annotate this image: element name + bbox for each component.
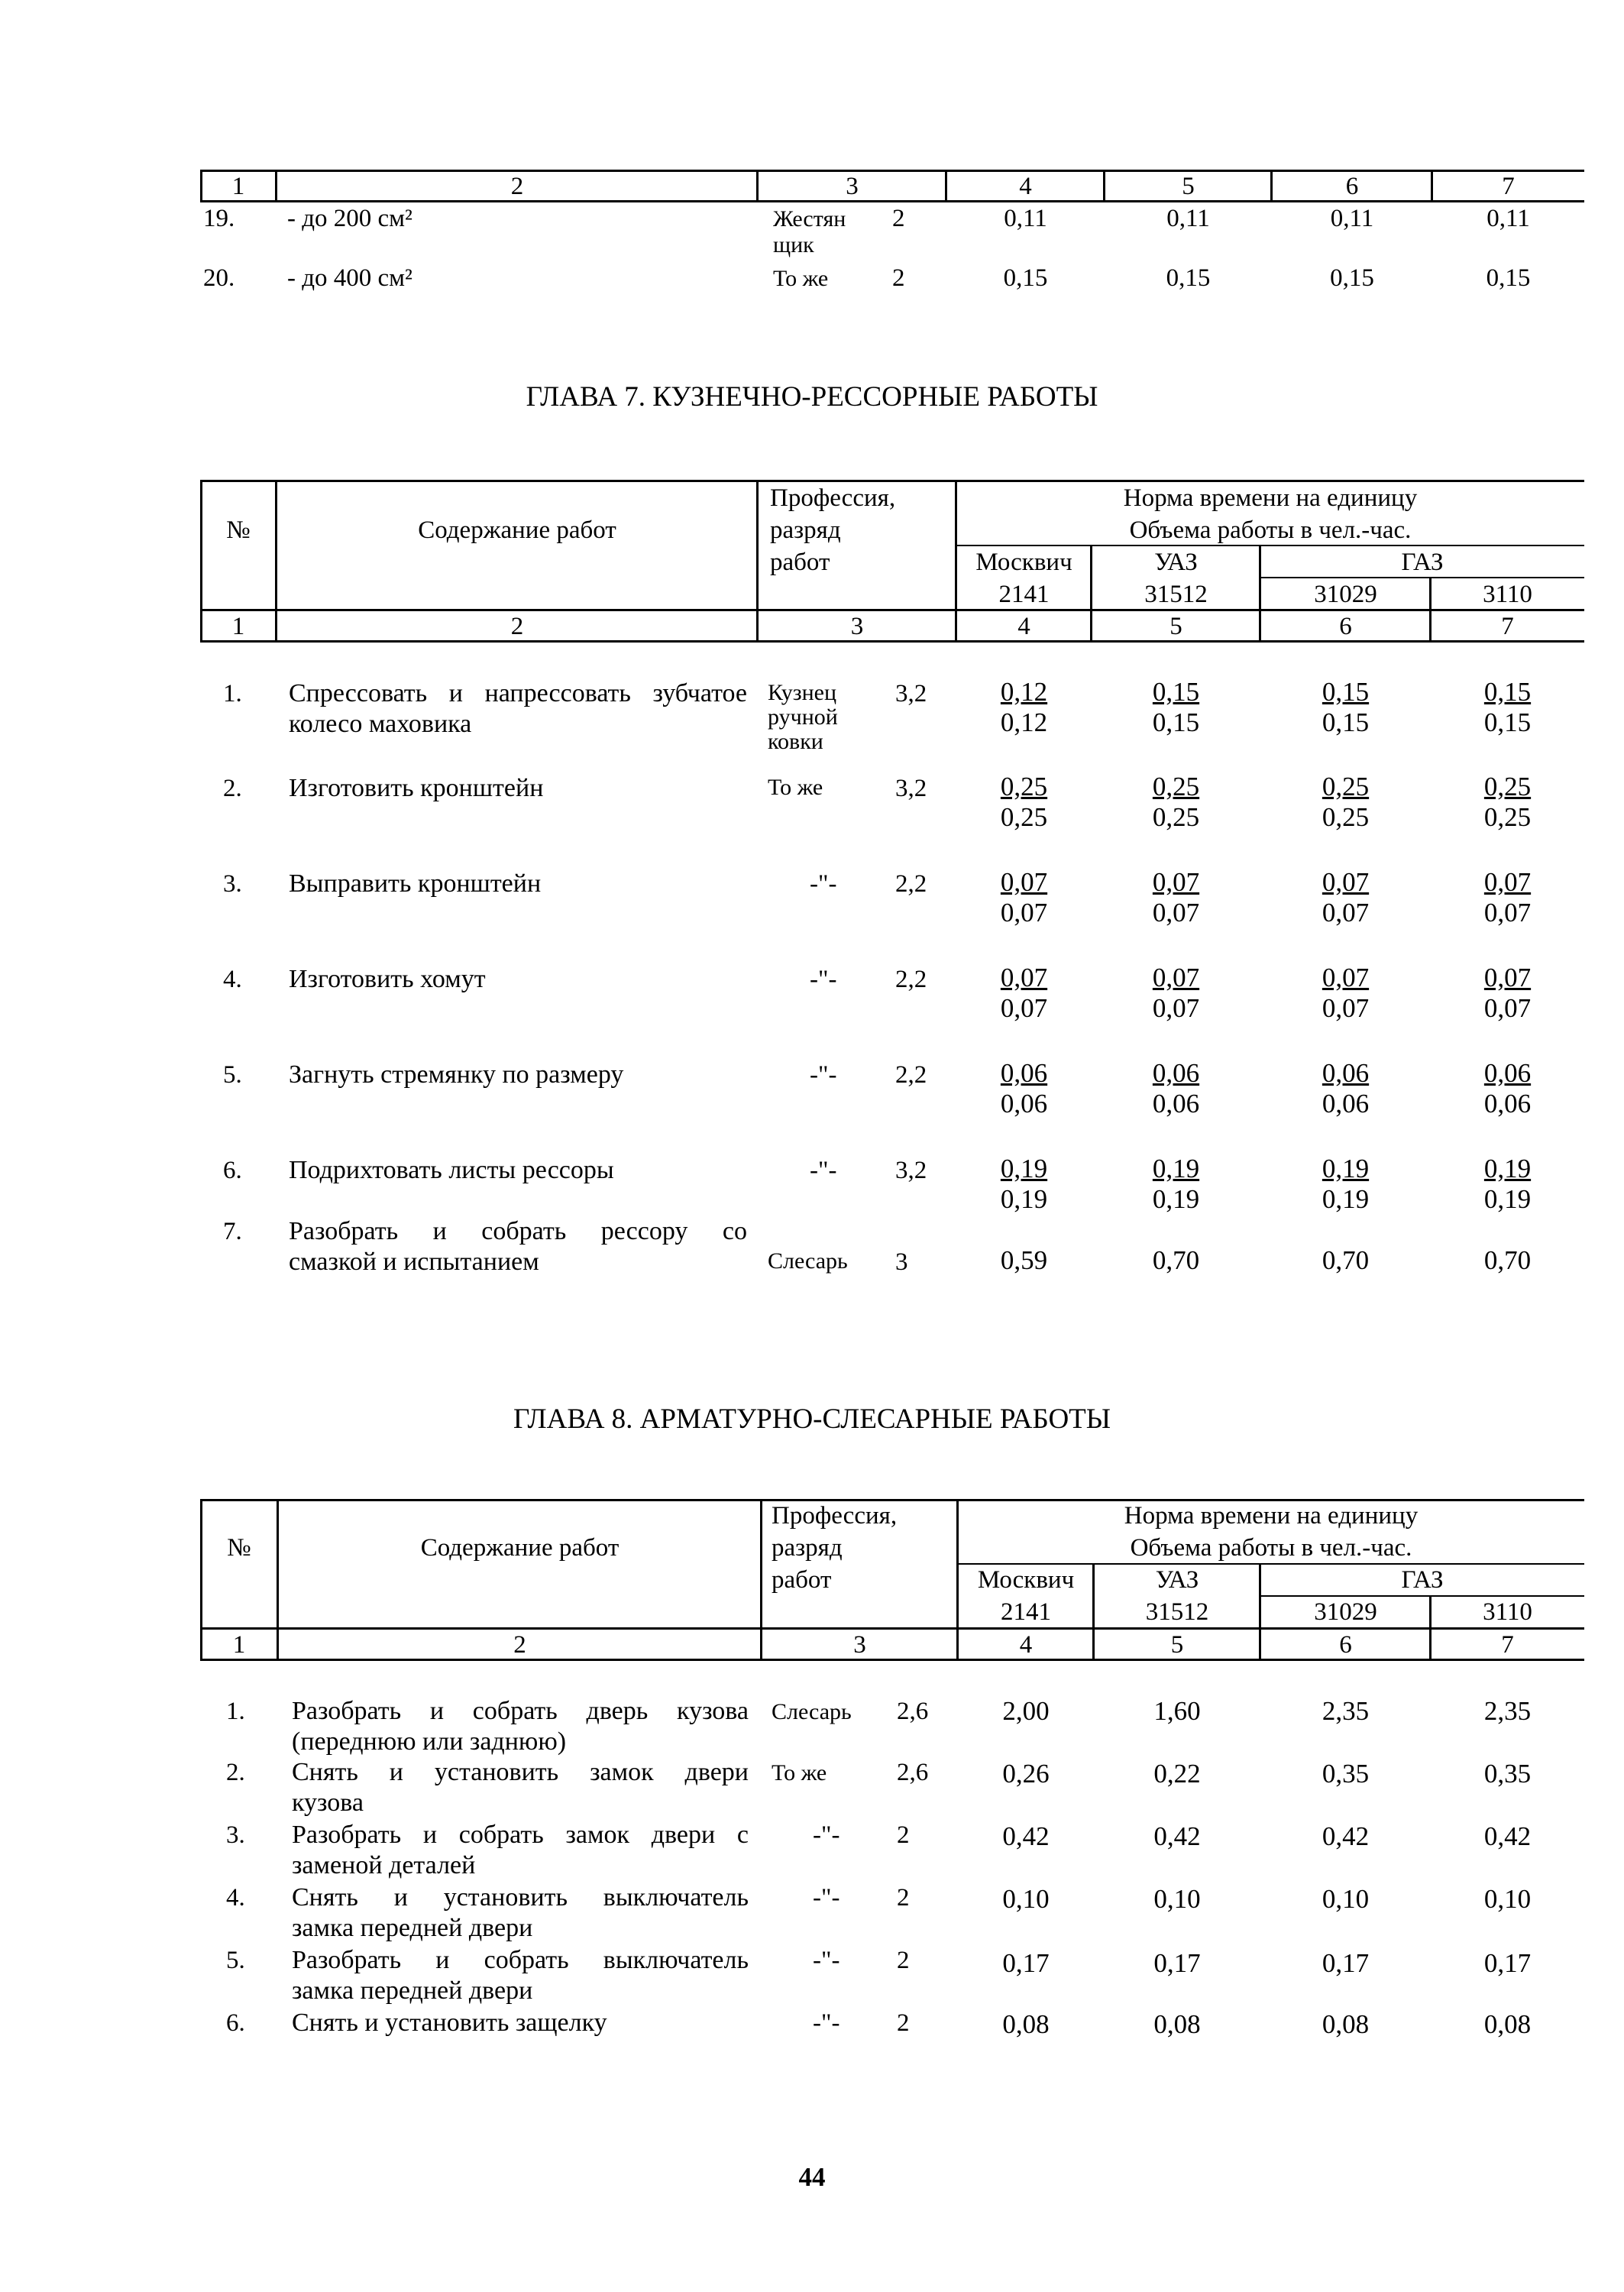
norm-value: 0,22 <box>1153 1759 1201 1789</box>
page-number: 44 <box>798 2162 826 2192</box>
value: 0,11 <box>1004 205 1047 232</box>
value: 0,11 <box>1487 205 1530 232</box>
header-norm: Объема работы в чел.-час. <box>1130 1534 1412 1562</box>
col-num: 2 <box>513 1631 526 1659</box>
work-description: Загнуть стремянку по размеру <box>289 1060 624 1089</box>
work-description: Выправить кронштейн <box>289 869 542 898</box>
profession: Слесарь <box>768 1248 848 1274</box>
header-moskvich: Москвич <box>977 1566 1075 1594</box>
header-profession: работ <box>772 1566 832 1594</box>
norm-value: 2,35 <box>1483 1696 1532 1726</box>
norm-value: 0,06 <box>1483 1058 1532 1088</box>
chapter-title: ГЛАВА 8. АРМАТУРНО-СЛЕСАРНЫЕ РАБОТЫ <box>513 1403 1111 1435</box>
profession: ковки <box>768 729 823 754</box>
row-number: 4. <box>223 966 242 993</box>
norm-value: 0,25 <box>1322 802 1370 832</box>
col-num: 5 <box>1182 173 1195 200</box>
norm-value: 1,60 <box>1153 1696 1201 1726</box>
header-moskvich-model: 2141 <box>1001 1598 1051 1626</box>
profession: Жестян <box>773 206 846 231</box>
norm-value: 0,10 <box>1002 1884 1050 1914</box>
profession: -"- <box>810 966 837 993</box>
norm-value: 0,07 <box>1322 867 1370 897</box>
norm-value: 0,19 <box>1152 1154 1200 1183</box>
grade: 2 <box>897 1821 910 1849</box>
norm-value: 0,06 <box>1000 1089 1048 1118</box>
header-uaz: УАЗ <box>1154 549 1198 576</box>
profession: Слесарь <box>772 1699 852 1724</box>
col-num: 3 <box>853 1631 866 1659</box>
grade: 2,2 <box>895 1061 927 1089</box>
norm-value: 0,35 <box>1483 1759 1532 1789</box>
header-gaz: ГАЗ <box>1401 549 1444 576</box>
row-number: 19. <box>203 205 235 232</box>
grade: 2,2 <box>895 966 927 993</box>
profession: -"- <box>813 1821 840 1849</box>
value: 0,15 <box>1003 264 1048 292</box>
work-description: - до 200 см² <box>287 205 412 232</box>
profession: -"- <box>813 1884 840 1912</box>
grade: 3,2 <box>895 1157 927 1184</box>
row-number: 2. <box>223 775 242 802</box>
norm-value: 0,15 <box>1152 677 1200 707</box>
col-num: 1 <box>232 1631 246 1659</box>
grade: 3 <box>895 1248 908 1276</box>
work-description: (переднюю или заднюю) <box>292 1727 567 1756</box>
profession: -"- <box>810 870 837 898</box>
norm-value: 0,10 <box>1483 1884 1532 1914</box>
norm-value: 0,17 <box>1002 1948 1050 1978</box>
col-num: 7 <box>1501 613 1514 640</box>
value: 0,15 <box>1486 264 1531 292</box>
norm-value: 0,19 <box>1000 1184 1048 1214</box>
col-num: 5 <box>1169 613 1182 640</box>
col-num: 2 <box>510 613 524 640</box>
norm-value: 0,07 <box>1322 993 1370 1023</box>
header-content: Содержание работ <box>420 1534 620 1562</box>
header-gaz-model: 31029 <box>1314 1598 1377 1626</box>
header-profession: работ <box>770 549 830 576</box>
value: 0,15 <box>1330 264 1374 292</box>
col-num: 1 <box>231 613 245 640</box>
norm-value: 0,07 <box>1483 867 1532 897</box>
col-num: 7 <box>1502 173 1515 200</box>
grade: 2,6 <box>897 1759 929 1786</box>
header-no: № <box>227 1534 251 1562</box>
norm-value: 0,07 <box>1483 898 1532 927</box>
norm-value: 0,08 <box>1153 2009 1201 2039</box>
norm-value: 0,25 <box>1483 802 1532 832</box>
norm-value: 0,08 <box>1002 2009 1050 2039</box>
col-num: 5 <box>1170 1631 1184 1659</box>
header-content: Содержание работ <box>418 516 616 544</box>
norm-value: 0,17 <box>1153 1948 1201 1978</box>
norm-value: 0,06 <box>1152 1089 1200 1118</box>
norm-value: 0,25 <box>1000 772 1048 801</box>
norm-value: 0,06 <box>1000 1058 1048 1088</box>
work-description: Разобрать и собрать выключатель <box>292 1946 749 1974</box>
work-description: Спрессовать и напрессовать зубчатое <box>289 679 747 707</box>
header-no: № <box>226 516 251 544</box>
header-norm: Норма времени на единицу <box>1124 1502 1419 1530</box>
header-gaz-model: 3110 <box>1483 1598 1532 1626</box>
row-number: 5. <box>226 1947 245 1974</box>
profession: -"- <box>810 1061 837 1089</box>
row-number: 20. <box>203 264 235 292</box>
header-uaz-model: 31512 <box>1145 1598 1209 1626</box>
norm-value: 0,08 <box>1322 2009 1370 2039</box>
col-num: 3 <box>850 613 864 640</box>
col-num: 2 <box>510 173 524 200</box>
norm-value: 0,15 <box>1322 677 1370 707</box>
work-description: Снять и установить выключатель <box>292 1883 749 1912</box>
col-num: 6 <box>1339 613 1352 640</box>
col-num: 4 <box>1017 613 1030 640</box>
norm-value: 0,07 <box>1152 993 1200 1023</box>
norm-value: 0,70 <box>1483 1245 1532 1275</box>
norm-value: 0,06 <box>1152 1058 1200 1088</box>
profession: То же <box>773 266 829 291</box>
header-uaz: УАЗ <box>1155 1566 1199 1594</box>
norm-value: 0,42 <box>1322 1821 1370 1851</box>
norm-value: 0,07 <box>1000 867 1048 897</box>
norm-value: 0,17 <box>1483 1948 1532 1978</box>
grade: 2,6 <box>897 1698 929 1725</box>
grade: 3,2 <box>895 775 927 802</box>
norm-value: 0,59 <box>1000 1245 1048 1275</box>
row-number: 6. <box>223 1157 242 1184</box>
norm-value: 0,70 <box>1152 1245 1200 1275</box>
header-moskvich: Москвич <box>975 549 1072 576</box>
header-gaz-model: 3110 <box>1483 581 1532 608</box>
work-description: - до 400 см² <box>287 264 412 292</box>
row-number: 3. <box>226 1821 245 1849</box>
row-number: 5. <box>223 1061 242 1089</box>
norm-value: 0,17 <box>1322 1948 1370 1978</box>
value: 0,11 <box>1330 205 1374 232</box>
header-uaz-model: 31512 <box>1144 581 1208 608</box>
norm-value: 0,08 <box>1483 2009 1532 2039</box>
norm-value: 0,07 <box>1000 898 1048 927</box>
col-num: 4 <box>1019 173 1032 200</box>
col-num: 1 <box>231 173 245 200</box>
norm-value: 0,42 <box>1002 1821 1050 1851</box>
col-num: 3 <box>846 173 859 200</box>
profession: То же <box>768 775 823 800</box>
grade: 2 <box>892 264 905 292</box>
norm-value: 0,19 <box>1322 1184 1370 1214</box>
norm-value: 0,06 <box>1322 1058 1370 1088</box>
row-number: 6. <box>226 2009 245 2037</box>
profession: -"- <box>810 1157 837 1184</box>
header-profession: Профессия, <box>770 484 896 512</box>
header-profession: разряд <box>772 1534 843 1562</box>
work-description: Изготовить хомут <box>289 965 486 993</box>
row-number: 4. <box>226 1884 245 1912</box>
work-description: смазкой и испытанием <box>289 1248 539 1276</box>
norm-value: 0,15 <box>1322 707 1370 737</box>
profession: То же <box>772 1760 827 1785</box>
norm-value: 0,19 <box>1000 1154 1048 1183</box>
norm-value: 0,06 <box>1322 1089 1370 1118</box>
profession: щик <box>773 232 814 257</box>
grade: 2 <box>897 1947 910 1974</box>
norm-value: 0,15 <box>1483 707 1532 737</box>
chapter-title: ГЛАВА 7. КУЗНЕЧНО-РЕССОРНЫЕ РАБОТЫ <box>526 381 1098 413</box>
header-profession: Профессия, <box>772 1502 898 1530</box>
norm-value: 2,00 <box>1002 1696 1050 1726</box>
row-number: 7. <box>223 1218 242 1245</box>
work-description: Подрихтовать листы рессоры <box>289 1156 614 1184</box>
norm-value: 0,42 <box>1483 1821 1532 1851</box>
col-num: 6 <box>1345 173 1359 200</box>
work-description: Снять и установить замок двери <box>292 1758 749 1786</box>
header-moskvich-model: 2141 <box>998 581 1050 608</box>
norm-value: 0,07 <box>1152 867 1200 897</box>
work-description: замка передней двери <box>292 1976 533 2005</box>
work-description: Разобрать и собрать дверь кузова <box>292 1697 749 1725</box>
profession: ручной <box>768 704 838 730</box>
norm-value: 0,19 <box>1152 1184 1200 1214</box>
header-gaz: ГАЗ <box>1401 1566 1444 1594</box>
col-num: 6 <box>1339 1631 1352 1659</box>
value: 0,11 <box>1166 205 1210 232</box>
norm-value: 0,25 <box>1152 772 1200 801</box>
grade: 2 <box>897 1884 910 1912</box>
row-number: 2. <box>226 1759 245 1786</box>
work-description: кузова <box>292 1789 364 1817</box>
norm-value: 0,35 <box>1322 1759 1370 1789</box>
header-norm: Норма времени на единицу <box>1123 484 1418 512</box>
norm-value: 0,25 <box>1000 802 1048 832</box>
work-description: заменой деталей <box>292 1851 476 1879</box>
norm-value: 0,07 <box>1000 963 1048 992</box>
norm-value: 2,35 <box>1322 1696 1370 1726</box>
norm-value: 0,25 <box>1483 772 1532 801</box>
work-description: замка передней двери <box>292 1914 533 1942</box>
work-description: Разобрать и собрать замок двери с <box>292 1821 749 1849</box>
header-norm: Объема работы в чел.-час. <box>1129 516 1412 544</box>
norm-value: 0,06 <box>1483 1089 1532 1118</box>
col-num: 7 <box>1501 1631 1514 1659</box>
norm-value: 0,12 <box>1000 707 1048 737</box>
row-number: 3. <box>223 870 242 898</box>
norm-value: 0,07 <box>1000 993 1048 1023</box>
grade: 2,2 <box>895 870 927 898</box>
norm-value: 0,07 <box>1483 963 1532 992</box>
norm-value: 0,42 <box>1153 1821 1201 1851</box>
work-description: Разобрать и собрать рессору со <box>289 1217 747 1245</box>
grade: 2 <box>897 2009 910 2037</box>
profession: Кузнец <box>768 680 837 705</box>
norm-value: 0,26 <box>1002 1759 1050 1789</box>
norm-value: 0,25 <box>1152 802 1200 832</box>
norm-value: 0,19 <box>1483 1184 1532 1214</box>
grade: 3,2 <box>895 680 927 707</box>
work-description: Снять и установить защелку <box>292 2009 607 2037</box>
norm-value: 0,19 <box>1483 1154 1532 1183</box>
work-description: колесо маховика <box>289 710 472 738</box>
norm-value: 0,07 <box>1322 898 1370 927</box>
norm-value: 0,12 <box>1000 677 1048 707</box>
col-num: 4 <box>1019 1631 1033 1659</box>
work-description: Изготовить кронштейн <box>289 774 544 802</box>
profession: -"- <box>813 2009 840 2037</box>
norm-value: 0,07 <box>1152 963 1200 992</box>
norm-value: 0,15 <box>1152 707 1200 737</box>
norm-value: 0,07 <box>1152 898 1200 927</box>
norm-value: 0,25 <box>1322 772 1370 801</box>
norm-value: 0,10 <box>1153 1884 1201 1914</box>
norm-value: 0,19 <box>1322 1154 1370 1183</box>
grade: 2 <box>892 205 905 232</box>
norm-value: 0,15 <box>1483 677 1532 707</box>
header-gaz-model: 31029 <box>1314 581 1377 608</box>
value: 0,15 <box>1166 264 1211 292</box>
norm-value: 0,70 <box>1322 1245 1370 1275</box>
profession: -"- <box>813 1947 840 1974</box>
norm-value: 0,07 <box>1322 963 1370 992</box>
norm-value: 0,07 <box>1483 993 1532 1023</box>
norm-value: 0,10 <box>1322 1884 1370 1914</box>
row-number: 1. <box>226 1698 245 1725</box>
row-number: 1. <box>223 680 242 707</box>
header-profession: разряд <box>770 516 841 544</box>
